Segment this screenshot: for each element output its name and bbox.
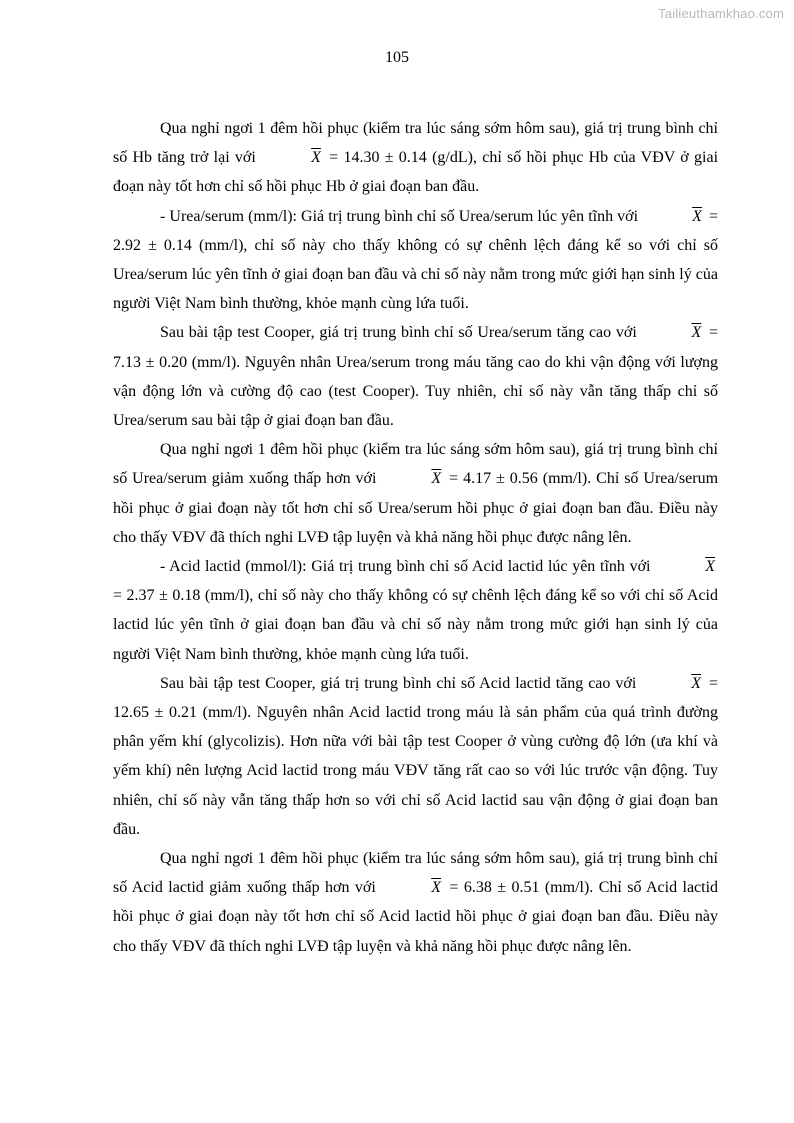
paragraph-hb-recovery: Qua nghỉ ngơi 1 đêm hồi phục (kiểm tra lúc sáng sớm hôm sau), giá trị trung bình chỉ số Hb tăng trở lại với $\overline{X} = 14.30 \pm 0.14$ (g/dL), chỉ số hồi phục Hb của VĐV ở giai đoạn này tốt hơn chỉ số hồi phục Hb ở giai đoạn ban đầu. (113, 120, 719, 196)
mean-symbol: $\overline{X}$ (431, 879, 441, 897)
mean-symbol: $\overline{X}$ (311, 149, 321, 167)
mean-symbol: $\overline{X}$ (691, 674, 702, 692)
document-body (113, 114, 718, 961)
paragraph-lactid-recovery: Qua nghỉ ngơi 1 đêm hồi phục (kiểm tra lúc sáng sớm hôm sau), giá trị trung bình chỉ số Acid lactid giảm xuống thấp hơn với $\overline{X} = 6.38 \pm 0.51$ (mm/l). Chỉ số Acid lactid hồi phục ở giai đoạn này tốt hơn chỉ số Acid lactid hồi phục ở giai đoạn ban đầu. Điều này cho thấy VĐV đã thích nghi LVĐ tập luyện và khả năng hồi phục được nâng lên. (113, 850, 719, 955)
page-number: 105 (385, 49, 409, 66)
paragraph-urea-after-test: Sau bài tập test Cooper, giá trị trung bình chỉ số Urea/serum tăng cao với $\overline{X} = 7.13 \pm 0.20$ (mm/l). Nguyên nhân Urea/serum trong máu tăng cao do khi vận động với lượng vận động lớn và cường độ cao (test Cooper). Tuy nhiên, chỉ số này vẫn tăng thấp chỉ số Urea/serum sau bài tập ở giai đoạn ban đầu. (113, 318, 718, 435)
mean-symbol: $\overline{X}$ (691, 324, 702, 342)
paragraph-urea-recovery: Qua nghỉ ngơi 1 đêm hồi phục (kiểm tra lúc sáng sớm hôm sau), giá trị trung bình chỉ số Urea/serum giảm xuống thấp hơn với $\overline{X} = 4.17 \pm 0.56$ (mm/l). Chỉ số Urea/serum hồi phục ở giai đoạn này tốt hơn chỉ số Urea/serum hồi phục ở giai đoạn ban đầu. Điều này cho thấy VĐV đã thích nghi LVĐ tập luyện và khả năng hồi phục được nâng lên. (113, 441, 719, 546)
paragraph-lactid-after-test: Sau bài tập test Cooper, giá trị trung bình chỉ số Acid lactid tăng cao với $\overline{X} = 12.65 \pm 0.21$ (mm/l). Nguyên nhân Acid lactid trong máu là sản phẩm của quá trình đường phân yếm khí (glycolizis). Hơn nữa với bài tập test Cooper ở vùng cường độ lớn (ưa khí và yếm khí) nên lượng Acid lactid trong máu VĐV tăng rất cao so với lúc trước vận động. Tuy nhiên, chỉ số này vẫn tăng thấp hơn so với chỉ số Acid lactid sau vận động ở giai đoạn ban đầu. (113, 669, 718, 844)
paragraph-lactid-rest: - Acid lactid (mmol/l): Giá trị trung bình chỉ số Acid lactid lúc yên tĩnh với $\overline{X} = 2.37 \pm 0.18$ (mm/l), chỉ số này cho thấy không có sự chênh lệch đáng kể so với chỉ số Acid lactid lúc yên tĩnh ở giai đoạn ban đầu và chỉ số này nằm trong mức giới hạn sinh lý của người Việt Nam bình thường, khỏe mạnh cùng lứa tuổi. (113, 552, 718, 669)
mean-symbol: $\overline{X}$ (705, 558, 716, 576)
mean-symbol: $\overline{X}$ (431, 470, 442, 488)
paragraph-urea-rest: - Urea/serum (mm/l): Giá trị trung bình chỉ số Urea/serum lúc yên tĩnh với $\overline{X} = 2.92 \pm 0.14$ (mm/l), chỉ số này cho thấy không có sự chênh lệch đáng kể so với chỉ số Urea/serum lúc yên tĩnh ở giai đoạn ban đầu và chỉ số này nằm trong mức giới hạn sinh lý của người Việt Nam bình thường, khỏe mạnh cùng lứa tuổi. (113, 202, 718, 319)
mean-symbol: $\overline{X}$ (692, 207, 702, 225)
watermark: Tailieuthamkhao.com (658, 6, 784, 21)
